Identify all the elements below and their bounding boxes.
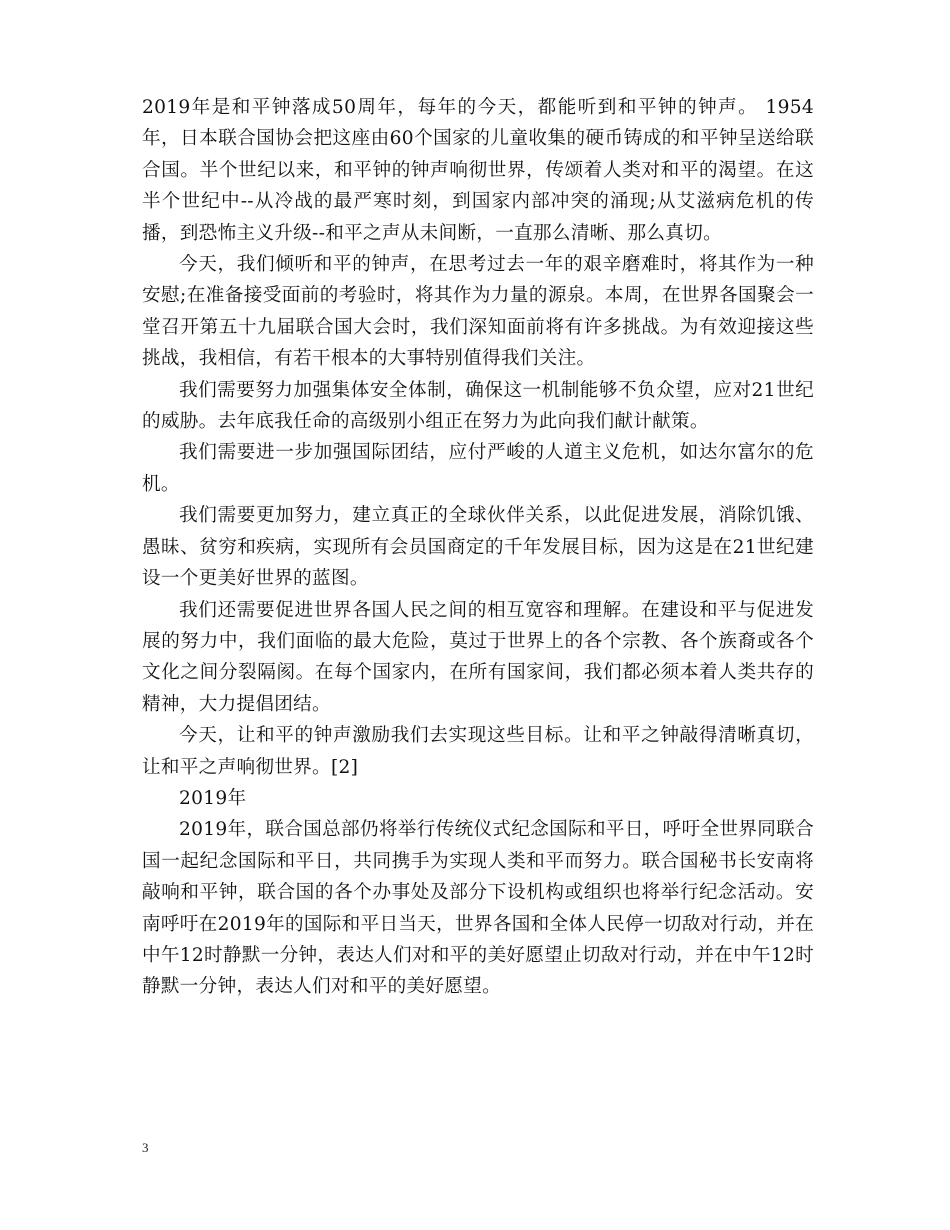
section-heading-2019: 2019年	[179, 787, 247, 809]
paragraph-6: 我们还需要促进世界各国人民之间的相互宽容和理解。在建设和平与促进发展的努力中，我们面临的最大危险，莫过于世界上的各个宗教、各个族裔或各个文化之间分裂隔阂。在每个国家内，在所有国家间，我们都必须本着人类共存的精神，大力提倡团结。	[142, 599, 814, 715]
paragraph-3: 我们需要努力加强集体安全体制，确保这一机制能够不负众望，应对21世纪的威胁。去年底我任命的高级别小组正在努力为此向我们献计献策。	[142, 379, 814, 433]
paragraph-1: 2019年是和平钟落成50周年，每年的今天，都能听到和平钟的钟声。 1954年，日本联合国协会把这座由60个国家的儿童收集的硬币铸成的和平钟呈送给联合国。半个世纪以来，和平钟的钟声响彻世界，传颂着人类对和平的渴望。在这半个世纪中--从冷战的最严寒时刻，到国家内部冲突的涌现;从艾滋病危机的传播，到恐怖主义升级--和平之声从未间断，一直那么清晰、那么真切。	[142, 97, 814, 244]
paragraph-8: 2019年，联合国总部仍将举行传统仪式纪念国际和平日，呼吁全世界同联合国一起纪念国际和平日，共同携手为实现人类和平而努力。联合国秘书长安南将敲响和平钟，联合国的各个办事处及部分下设机构或组织也将举行纪念活动。安南呼吁在2019年的国际和平日当天，世界各国和全体人民停一切敌对行动，并在中午12时静默一分钟，表达人们对和平的美好愿望止切敌对行动，并在中午12时静默一分钟，表达人们对和平的美好愿望。	[142, 819, 815, 998]
paragraph-7: 今天，让和平的钟声激励我们去实现这些目标。让和平之钟敲得清晰真切，让和平之声响彻世界。[2]	[142, 725, 814, 778]
paragraph-2: 今天，我们倾听和平的钟声，在思考过去一年的艰辛磨难时，将其作为一种安慰;在准备接受面前的考验时，将其作为力量的源泉。本周，在世界各国聚会一堂召开第五十九届联合国大会时，我们深知面前将有许多挑战。为有效迎接这些挑战，我相信，有若干根本的大事特别值得我们关注。	[142, 254, 814, 370]
paragraph-5: 我们需要更加努力，建立真正的全球伙伴关系，以此促进发展，消除饥饿、愚昧、贫穷和疾病，实现所有会员国商定的千年发展目标，因为这是在21世纪建设一个更美好世界的蓝图。	[142, 505, 814, 590]
document-body	[142, 92, 814, 1003]
page-number: 3	[142, 1140, 149, 1155]
paragraph-4: 我们需要进一步加强国际团结，应付严峻的人道主义危机，如达尔富尔的危机。	[142, 442, 814, 495]
